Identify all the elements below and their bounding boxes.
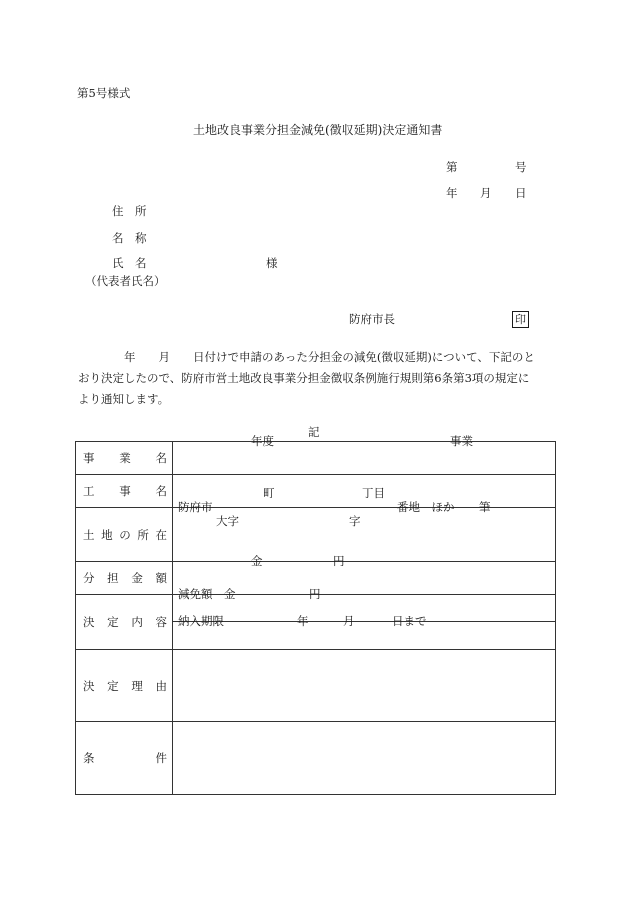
- label-char: 額: [155, 571, 167, 585]
- hitsu-label: 筆: [479, 500, 491, 514]
- label-char: 条: [83, 751, 95, 765]
- fiscal-year-suffix: 年度: [251, 434, 274, 448]
- ooaza-label: 大字: [216, 514, 239, 528]
- form-number: 第5号様式: [77, 86, 131, 100]
- label-conditions: [76, 722, 173, 795]
- deadline-month: 月: [343, 614, 355, 628]
- deadline-year: 年: [297, 614, 309, 628]
- body-line-3: より通知します。: [78, 392, 170, 406]
- person-label: 氏 名: [112, 256, 147, 270]
- label-char: 内: [131, 615, 143, 629]
- row-land-location: [76, 508, 556, 562]
- cell-conditions[interactable]: [173, 722, 556, 795]
- cell-payment-deadline[interactable]: [173, 614, 556, 650]
- label-char: 事: [83, 451, 95, 465]
- exemption-amount-label: 減免額 金: [178, 587, 236, 601]
- notice-body: [78, 347, 558, 410]
- label-char: 定: [107, 615, 119, 629]
- en-label: 円: [333, 554, 345, 568]
- label-char: 業: [119, 451, 131, 465]
- label-char: 担: [107, 571, 119, 585]
- body-line-2: おり決定したので、防府市営土地改良事業分担金徴収条例施行規則第6条第3項の規定に: [78, 371, 530, 385]
- cell-project-name[interactable]: [173, 434, 556, 475]
- label-project-name: [76, 442, 173, 475]
- date-month: 月: [480, 186, 492, 200]
- label-char: 土: [83, 527, 95, 542]
- label-char: 名: [155, 451, 167, 465]
- label-char: 名: [155, 484, 167, 498]
- body-line-1: 年 月 日付けで申請のあった分担金の減免(徴収延期)について、下記のと: [124, 350, 535, 364]
- label-char: 決: [83, 615, 95, 629]
- sama-suffix: 様: [266, 256, 278, 270]
- label-char: 金: [131, 571, 143, 585]
- label-char: 分: [83, 571, 95, 585]
- details-table: [75, 434, 556, 795]
- project-suffix: 事業: [450, 434, 473, 448]
- city-label: 防府市: [178, 500, 213, 514]
- label-char: 定: [107, 678, 119, 693]
- sender-mayor: 防府市長: [349, 312, 395, 326]
- label-char: 決: [83, 678, 95, 693]
- cell-land-location[interactable]: [173, 486, 556, 562]
- document-title: 土地改良事業分担金減免(徴収延期)決定通知書: [193, 123, 443, 137]
- banchi-hoka-label: 番地 ほか: [397, 500, 455, 514]
- label-char: 理: [131, 678, 143, 693]
- representative-label: （代表者氏名）: [85, 274, 166, 288]
- payment-deadline-label: 納入期限: [178, 614, 224, 628]
- name-label: 名 称: [112, 231, 147, 245]
- label-decision-content: [76, 595, 173, 650]
- label-char: 工: [83, 484, 95, 498]
- date-day: 日: [515, 186, 527, 200]
- row-decision-exemption: [76, 595, 556, 622]
- aza-label: 字: [349, 514, 361, 528]
- row-conditions: [76, 722, 556, 795]
- label-contribution-amount: [76, 562, 173, 595]
- label-char: 容: [155, 615, 167, 629]
- label-char: 事: [119, 484, 131, 498]
- label-land-location: [76, 508, 173, 562]
- date-year: 年: [446, 186, 458, 200]
- label-char: の: [119, 527, 131, 542]
- label-char: 地: [101, 527, 113, 542]
- label-char: 所: [137, 527, 149, 542]
- doc-no-go: 号: [515, 160, 527, 174]
- label-decision-reason: [76, 650, 173, 722]
- machi-label: 町: [263, 486, 275, 500]
- address-label: 住 所: [112, 204, 147, 218]
- deadline-until: 日まで: [392, 614, 427, 628]
- row-project-name: [76, 442, 556, 475]
- exemption-en-label: 円: [309, 587, 321, 601]
- label-work-name: [76, 475, 173, 508]
- cell-decision-reason[interactable]: [173, 650, 556, 722]
- cell-exemption-amount[interactable]: [173, 587, 556, 622]
- row-decision-reason: [76, 650, 556, 722]
- kin-label: 金: [251, 554, 263, 568]
- doc-no-dai: 第: [446, 160, 458, 174]
- label-char: 件: [155, 751, 167, 765]
- label-char: 在: [155, 527, 167, 542]
- label-char: 由: [155, 678, 167, 693]
- ki-heading: 記: [308, 425, 320, 439]
- seal-mark: 印: [512, 311, 529, 328]
- choume-label: 丁目: [362, 486, 385, 500]
